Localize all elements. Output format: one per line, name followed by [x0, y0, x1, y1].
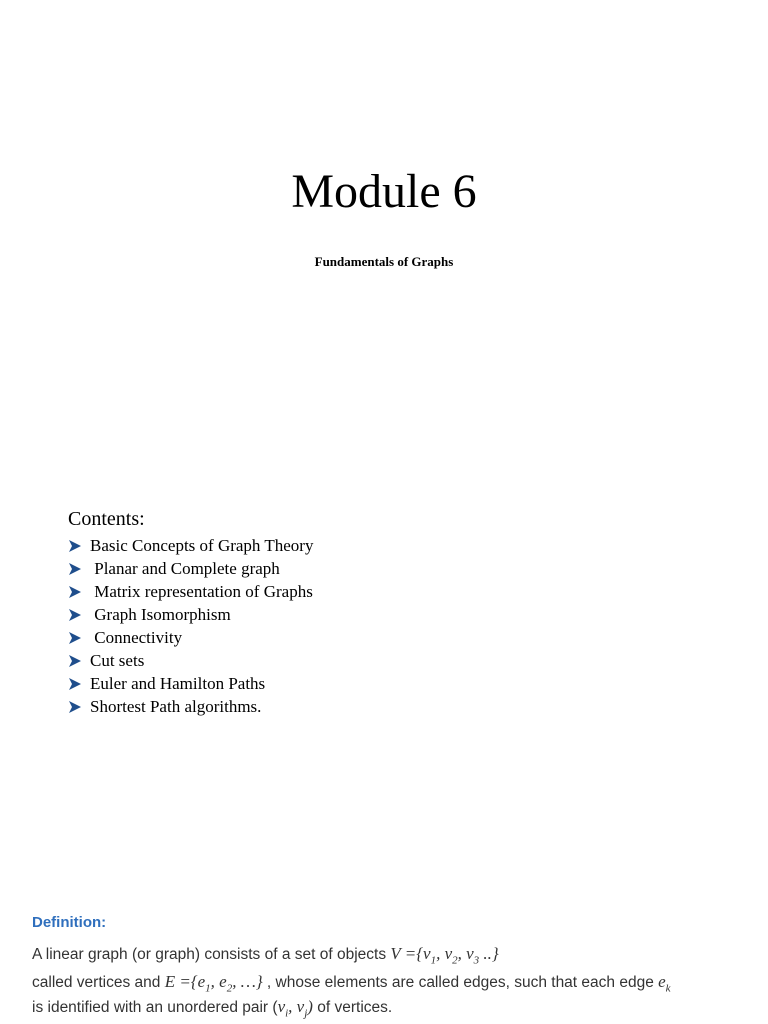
definition-section: [32, 912, 752, 1018]
list-item: [68, 557, 313, 580]
definition-text: called vertices and: [32, 974, 165, 991]
arrow-bullet-icon: [68, 677, 82, 691]
list-item-label: Cut sets: [90, 650, 145, 670]
definition-text: , whose elements are called edges, such that each edge: [262, 974, 659, 991]
math-expression: $v_i$, $v_j$): [277, 997, 313, 1020]
list-item-label: Matrix representation of Graphs: [90, 581, 313, 601]
list-item: [68, 534, 313, 557]
definition-line-1: [32, 940, 752, 968]
list-item-label: Basic Concepts of Graph Theory: [90, 535, 314, 555]
list-item-label: Euler and Hamilton Paths: [90, 673, 266, 693]
math-expression: $E =\{e_1$, $e_2$, …}: [164, 972, 263, 995]
arrow-bullet-icon: [68, 562, 82, 576]
arrow-bullet-icon: [68, 654, 82, 668]
arrow-bullet-icon: [68, 585, 82, 599]
list-item: [68, 695, 313, 718]
arrow-bullet-icon: [68, 631, 82, 645]
page-title: Module 6: [291, 165, 477, 218]
contents-list: [68, 534, 313, 718]
definition-heading: Definition:: [32, 914, 107, 931]
list-item: [68, 580, 313, 603]
contents-heading: Contents:: [68, 508, 145, 530]
list-item-label: Graph Isomorphism: [90, 604, 231, 624]
arrow-bullet-icon: [68, 700, 82, 714]
definition-text: is identified with an unordered pair (: [32, 999, 278, 1016]
list-item-label: Planar and Complete graph: [90, 558, 280, 578]
list-item: [68, 603, 313, 626]
list-item-label: Connectivity: [90, 627, 183, 647]
list-item: [68, 626, 313, 649]
contents-section: [68, 506, 313, 718]
math-expression: $e_k$: [658, 972, 671, 995]
math-expression: $V =\{v_1$, $v_2$, $v_3$ ..}: [390, 944, 499, 967]
arrow-bullet-icon: [68, 608, 82, 622]
definition-line-3: [32, 996, 752, 1018]
definition-text: of vertices.: [312, 999, 393, 1016]
definition-line-2: [32, 968, 752, 996]
list-item-label: Shortest Path algorithms.: [90, 696, 262, 716]
arrow-bullet-icon: [68, 539, 82, 553]
page-subtitle: Fundamentals of Graphs: [314, 254, 454, 269]
definition-text: A linear graph (or graph) consists of a set of objects: [32, 946, 391, 963]
list-item: [68, 649, 313, 672]
list-item: [68, 672, 313, 695]
